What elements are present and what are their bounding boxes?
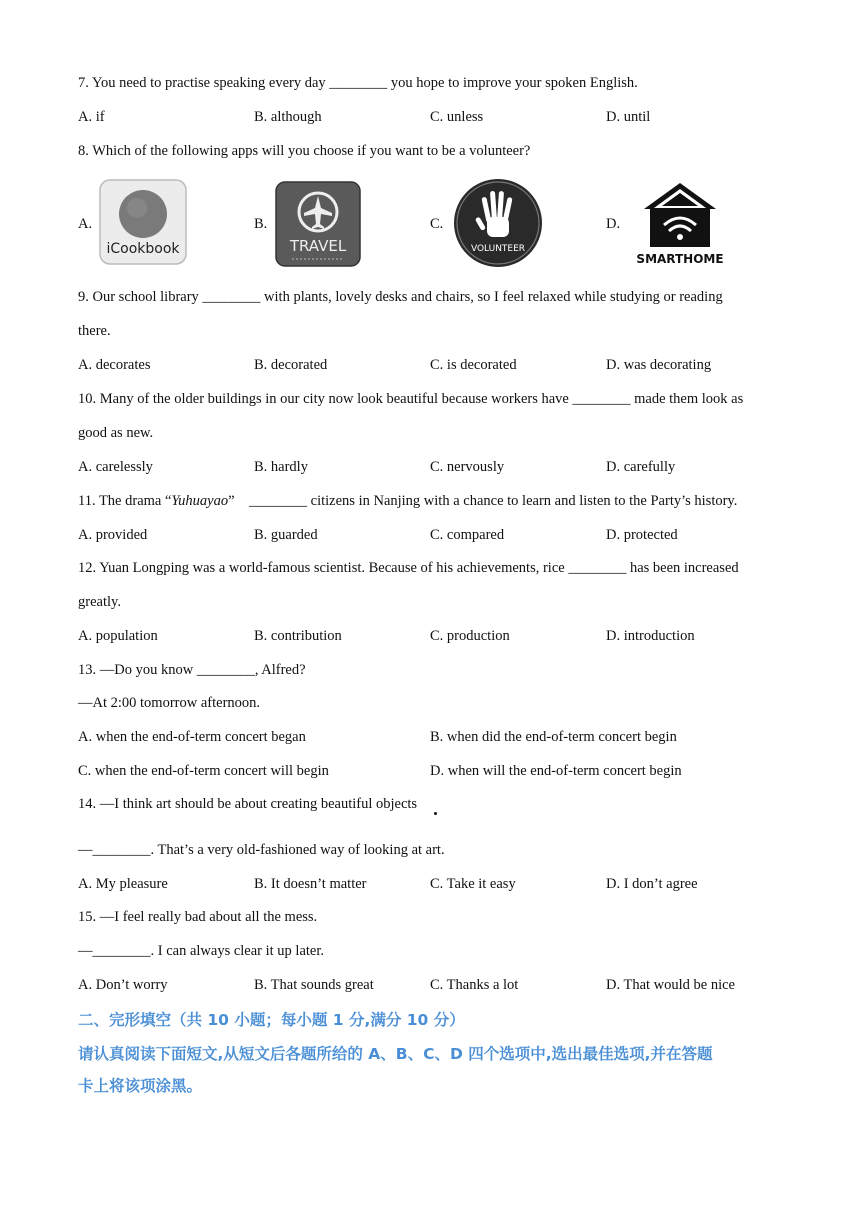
- q7-option-b: B. although: [254, 109, 322, 125]
- q7-option-a: A. if: [78, 109, 105, 125]
- q14-option-d: D. I don’t agree: [606, 876, 698, 892]
- q11-drama-title: Yuhuayao: [171, 493, 229, 509]
- question-9-stem: 9. Our school library ________ with plants, lovely desks and chairs, so I feel relaxed while studying or reading: [78, 289, 723, 305]
- q8-label-c: C.: [430, 216, 444, 232]
- q8-label-a: A.: [78, 216, 93, 232]
- q11-stem-start: 11. The drama “: [78, 493, 172, 509]
- q10-option-a: A. carelessly: [78, 459, 153, 475]
- q7-option-d: D. until: [606, 109, 651, 125]
- question-13-reply: —At 2:00 tomorrow afternoon.: [78, 695, 261, 711]
- question-11-stem: [78, 492, 737, 510]
- q12-option-a: A. population: [78, 628, 158, 644]
- q11-option-d: D. protected: [606, 527, 678, 543]
- question-15-reply: —________. I can always clear it up later.: [78, 943, 325, 959]
- q9-option-b: B. decorated: [254, 357, 328, 373]
- volunteer-logo-text: VOLUNTEER: [470, 244, 526, 254]
- q10-option-c: C. nervously: [430, 459, 505, 475]
- q7-option-c: C. unless: [430, 109, 484, 125]
- stray-dot: [434, 812, 437, 815]
- q15-option-c: C. Thanks a lot: [430, 977, 519, 993]
- q13-option-c: C. when the end-of-term concert will begin: [78, 763, 329, 779]
- question-12-stem-cont: greatly.: [78, 594, 121, 610]
- q10-option-b: B. hardly: [254, 459, 308, 475]
- smarthome-logo-icon: [636, 179, 724, 274]
- q13-option-d: D. when will the end-of-term concert begin: [430, 763, 682, 779]
- travel-logo-text: TRAVEL: [289, 237, 347, 255]
- q11-option-a: A. provided: [78, 527, 148, 543]
- q15-option-a: A. Don’t worry: [78, 977, 168, 993]
- question-14-reply: —________. That’s a very old-fashioned way of looking at art.: [78, 842, 445, 858]
- question-9-stem-cont: there.: [78, 323, 111, 339]
- q13-option-b: B. when did the end-of-term concert begin: [430, 729, 677, 745]
- icookbook-logo-icon: [98, 178, 188, 271]
- q8-label-b: B.: [254, 216, 268, 232]
- q13-option-a: A. when the end-of-term concert began: [78, 729, 306, 745]
- q12-option-b: B. contribution: [254, 628, 342, 644]
- section-2-instruction: 请认真阅读下面短文,从短文后各题所给的 A、B、C、D 四个选项中,选出最佳选项,并在答题: [78, 1045, 713, 1063]
- q9-option-a: A. decorates: [78, 357, 151, 373]
- q15-option-b: B. That sounds great: [254, 977, 374, 993]
- q12-option-c: C. production: [430, 628, 510, 644]
- q8-label-d: D.: [606, 216, 621, 232]
- q15-option-d: D. That would be nice: [606, 977, 735, 993]
- question-8-stem: 8. Which of the following apps will you choose if you want to be a volunteer?: [78, 143, 531, 159]
- q11-option-c: C. compared: [430, 527, 505, 543]
- travel-logo-icon: [274, 180, 362, 273]
- question-10-stem-cont: good as new.: [78, 425, 154, 441]
- icookbook-logo-text: iCookbook: [106, 241, 180, 257]
- q9-option-d: D. was decorating: [606, 357, 712, 373]
- question-12-stem: 12. Yuan Longping was a world-famous scientist. Because of his achievements, rice ________ has been increased: [78, 560, 739, 576]
- q14-option-b: B. It doesn’t matter: [254, 876, 367, 892]
- q11-option-b: B. guarded: [254, 527, 318, 543]
- q12-option-d: D. introduction: [606, 628, 695, 644]
- question-10-stem: 10. Many of the older buildings in our city now look beautiful because workers have ________ made them look as: [78, 391, 744, 407]
- question-7-stem: 7. You need to practise speaking every day ________ you hope to improve your spoken English.: [78, 75, 638, 91]
- q10-option-d: D. carefully: [606, 459, 676, 475]
- question-13-stem: 13. —Do you know ________, Alfred?: [78, 662, 306, 678]
- section-2-instruction-cont: 卡上将该项涂黑。: [78, 1077, 203, 1095]
- volunteer-logo-icon: [452, 177, 544, 274]
- section-2-heading: 二、完形填空（共 10 小题；每小题 1 分,满分 10 分）: [78, 1011, 465, 1029]
- question-14-stem: 14. —I think art should be about creating beautiful objects: [78, 796, 418, 812]
- q14-option-c: C. Take it easy: [430, 876, 516, 892]
- question-15-stem: 15. —I feel really bad about all the mess.: [78, 909, 318, 925]
- q9-option-c: C. is decorated: [430, 357, 517, 373]
- smarthome-logo-text: SMARTHOME: [636, 252, 724, 266]
- q11-stem-end: ” ________ citizens in Nanjing with a chance to learn and listen to the Party’s history.: [228, 493, 738, 509]
- q14-option-a: A. My pleasure: [78, 876, 168, 892]
